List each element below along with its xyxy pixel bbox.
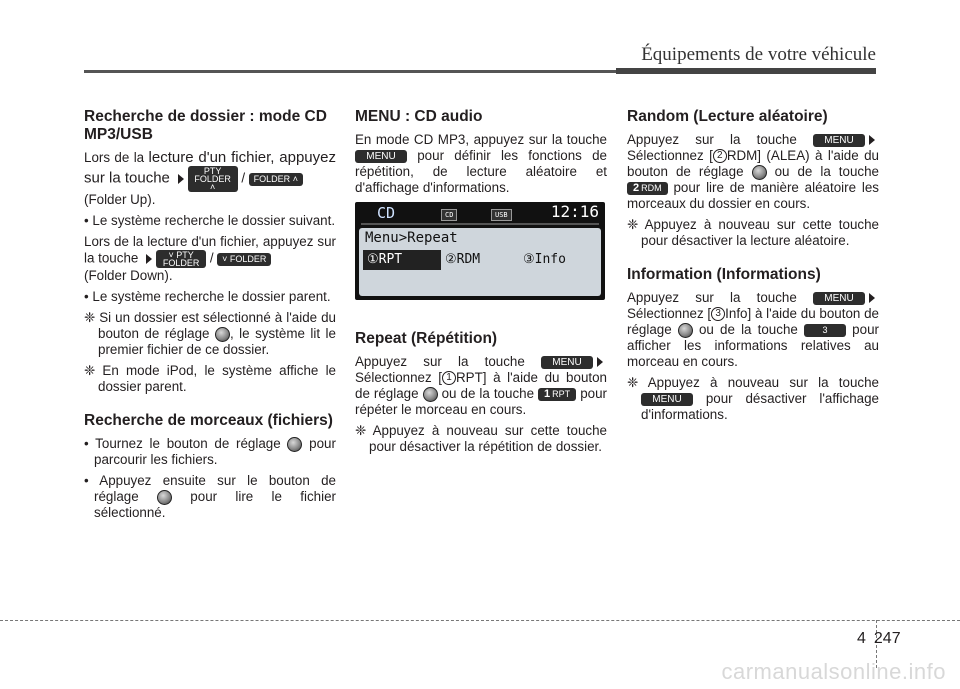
menu-intro-paragraph [355, 132, 607, 196]
text: ou de la touche [774, 164, 879, 179]
bullet-turn-knob [84, 436, 336, 468]
display-option-rdm[interactable]: ②RDM [445, 252, 481, 267]
pty-folder-down-button[interactable] [156, 250, 206, 268]
display-clock: 12:16 [550, 202, 599, 221]
text: pour définir les fonctions de répétition, de lecture aléatoire et d'affichage d'informations. [355, 148, 607, 195]
repeat-paragraph [355, 354, 607, 418]
arrow-right-icon [869, 293, 875, 303]
arrow-right-icon [146, 254, 152, 264]
text: ❈ Appuyez à nouveau sur la touche [627, 375, 879, 390]
text: Appuyez sur la touche [627, 132, 797, 147]
menu-button[interactable]: MENU [355, 150, 407, 163]
text: pour désactiver l'affichage d'informations. [641, 391, 879, 422]
chapter-number: 4 [857, 630, 866, 647]
number-2-icon: 2 [713, 149, 727, 163]
text: (Folder Down). [84, 268, 173, 283]
note-info-off [627, 375, 879, 423]
text: • Tournez le bouton de réglage [84, 436, 281, 451]
button-label: PTY FOLDER [194, 166, 231, 184]
text: Sélectionnez [ [627, 306, 712, 321]
chevron-down-icon: ˅ [222, 253, 228, 264]
text: Info] à l'aide du bouton de réglage [627, 306, 879, 337]
menu-button[interactable]: MENU [641, 393, 693, 406]
chevron-up-icon: ˄ [292, 173, 298, 184]
number-3-icon: 3 [711, 307, 725, 321]
folder-down-button[interactable] [217, 253, 271, 266]
text: Appuyez sur la touche [627, 290, 797, 305]
text: RDM] (ALEA) à l'aide du bouton de réglage [627, 148, 879, 179]
button-label: RPT [552, 388, 571, 399]
folder-up-paragraph [84, 150, 336, 208]
footer-rule [0, 620, 960, 621]
bullet-parent-folder: • Le système recherche le dossier parent. [84, 289, 331, 304]
rdm-button[interactable] [627, 182, 668, 195]
text: Sélectionnez [ [355, 370, 442, 385]
number-1-icon: 1 [442, 371, 456, 385]
text: Lors de la [84, 150, 145, 165]
text: lecture d'un fichier, appuyez sur la touche [84, 149, 336, 187]
text: Lors de la lecture d'un fichier, appuyez sur la touche [84, 234, 336, 266]
arrow-right-icon [597, 357, 603, 367]
audio-display-screen [355, 202, 605, 300]
text: ❈ Si un dossier est sélectionné à l'aide du bouton de réglage [84, 310, 336, 341]
chevron-up-icon: ˄ [209, 182, 216, 192]
note-ipod: ❈ En mode iPod, le système affiche le dossier parent. [84, 363, 336, 394]
text: pour répéter le morceau en cours. [355, 386, 607, 417]
column-2 [355, 108, 607, 460]
arrow-right-icon [178, 174, 184, 184]
text: (Folder Up). [84, 192, 156, 207]
text: pour lire le fichier sélectionné. [94, 489, 336, 520]
info-button[interactable]: 3 [804, 324, 846, 337]
text: En mode CD MP3, appuyez sur la touche [355, 132, 607, 147]
display-menu-panel [359, 228, 601, 296]
page-number-value: 247 [873, 630, 901, 647]
note-repeat-off: ❈ Appuyez à nouveau sur cette touche pour désactiver la répétition de dossier. [355, 423, 607, 454]
folder-search-heading: Recherche de dossier : mode CD MP3/USB [84, 108, 327, 143]
button-label: RDM [641, 182, 662, 193]
column-1 [84, 108, 336, 526]
text: Appuyez sur la touche [355, 354, 525, 369]
button-label: FOLDER [253, 173, 291, 184]
note-folder-select [84, 310, 336, 358]
folder-down-paragraph [84, 234, 336, 284]
display-mode: CD [377, 204, 396, 222]
bullet-next-folder: • Le système recherche le dossier suivant. [84, 213, 336, 228]
display-option-info[interactable]: ③Info [523, 252, 566, 267]
tune-knob-icon [287, 437, 302, 452]
info-paragraph [627, 290, 879, 370]
arrow-right-icon [869, 135, 875, 145]
text: RPT] à l'aide du bouton de réglage [355, 370, 608, 401]
text: ou de la touche [441, 386, 535, 401]
track-search-heading: Recherche de morceaux (fichiers) [84, 412, 333, 429]
text: pour afficher les informations relatives au morceau en cours. [627, 322, 879, 369]
tune-knob-icon [215, 327, 230, 342]
note-random-off: ❈ Appuyez à nouveau sur cette touche pour désactiver la lecture aléatoire. [627, 217, 879, 248]
menu-button[interactable]: MENU [813, 134, 865, 147]
text: , le système lit le premier fichier de ce dossier. [98, 326, 336, 357]
tune-knob-icon [157, 490, 172, 505]
display-option-rpt[interactable]: ①RPT [363, 250, 441, 270]
text: pour parcourir les fichiers. [94, 436, 336, 467]
menu-button[interactable]: MENU [813, 292, 865, 305]
text: • Appuyez ensuite sur le bouton de réglage [84, 473, 336, 504]
repeat-heading: Repeat (Répétition) [355, 330, 498, 347]
tune-knob-icon [678, 323, 693, 338]
watermark: carmanualsonline.info [721, 659, 946, 684]
tune-knob-icon [423, 387, 438, 402]
rpt-button[interactable] [538, 388, 576, 401]
menu-cd-heading: MENU : CD audio [355, 108, 483, 125]
menu-button[interactable]: MENU [541, 356, 593, 369]
display-options [363, 250, 597, 270]
button-number: 2 [633, 181, 640, 194]
display-menu-title: Menu>Repeat [365, 230, 458, 246]
text: pour lire de manière aléatoire les morceaux du dossier en cours. [627, 180, 879, 211]
text: Sélectionnez [ [627, 148, 713, 163]
tune-knob-icon [752, 165, 767, 180]
text: / [209, 250, 214, 266]
pty-folder-up-button[interactable] [188, 166, 238, 192]
text: ou de la touche [698, 322, 798, 337]
random-heading: Random (Lecture aléatoire) [627, 108, 828, 125]
info-heading: Information (Informations) [627, 266, 821, 283]
page-number [857, 630, 901, 648]
random-paragraph [627, 132, 879, 212]
text: / [241, 170, 246, 186]
folder-up-button[interactable] [249, 173, 303, 186]
header-rule [84, 70, 876, 73]
button-number: 1 [544, 387, 551, 400]
column-3 [627, 108, 879, 428]
button-label: PTY FOLDER [162, 250, 200, 268]
chevron-down-icon: ˅ [168, 250, 174, 260]
header-title: Équipements de votre véhicule [641, 44, 876, 65]
display-cd-tag: CD [441, 209, 457, 221]
button-label: FOLDER [229, 253, 267, 264]
display-usb-tag: USB [491, 209, 512, 221]
bullet-press-knob [84, 473, 336, 521]
